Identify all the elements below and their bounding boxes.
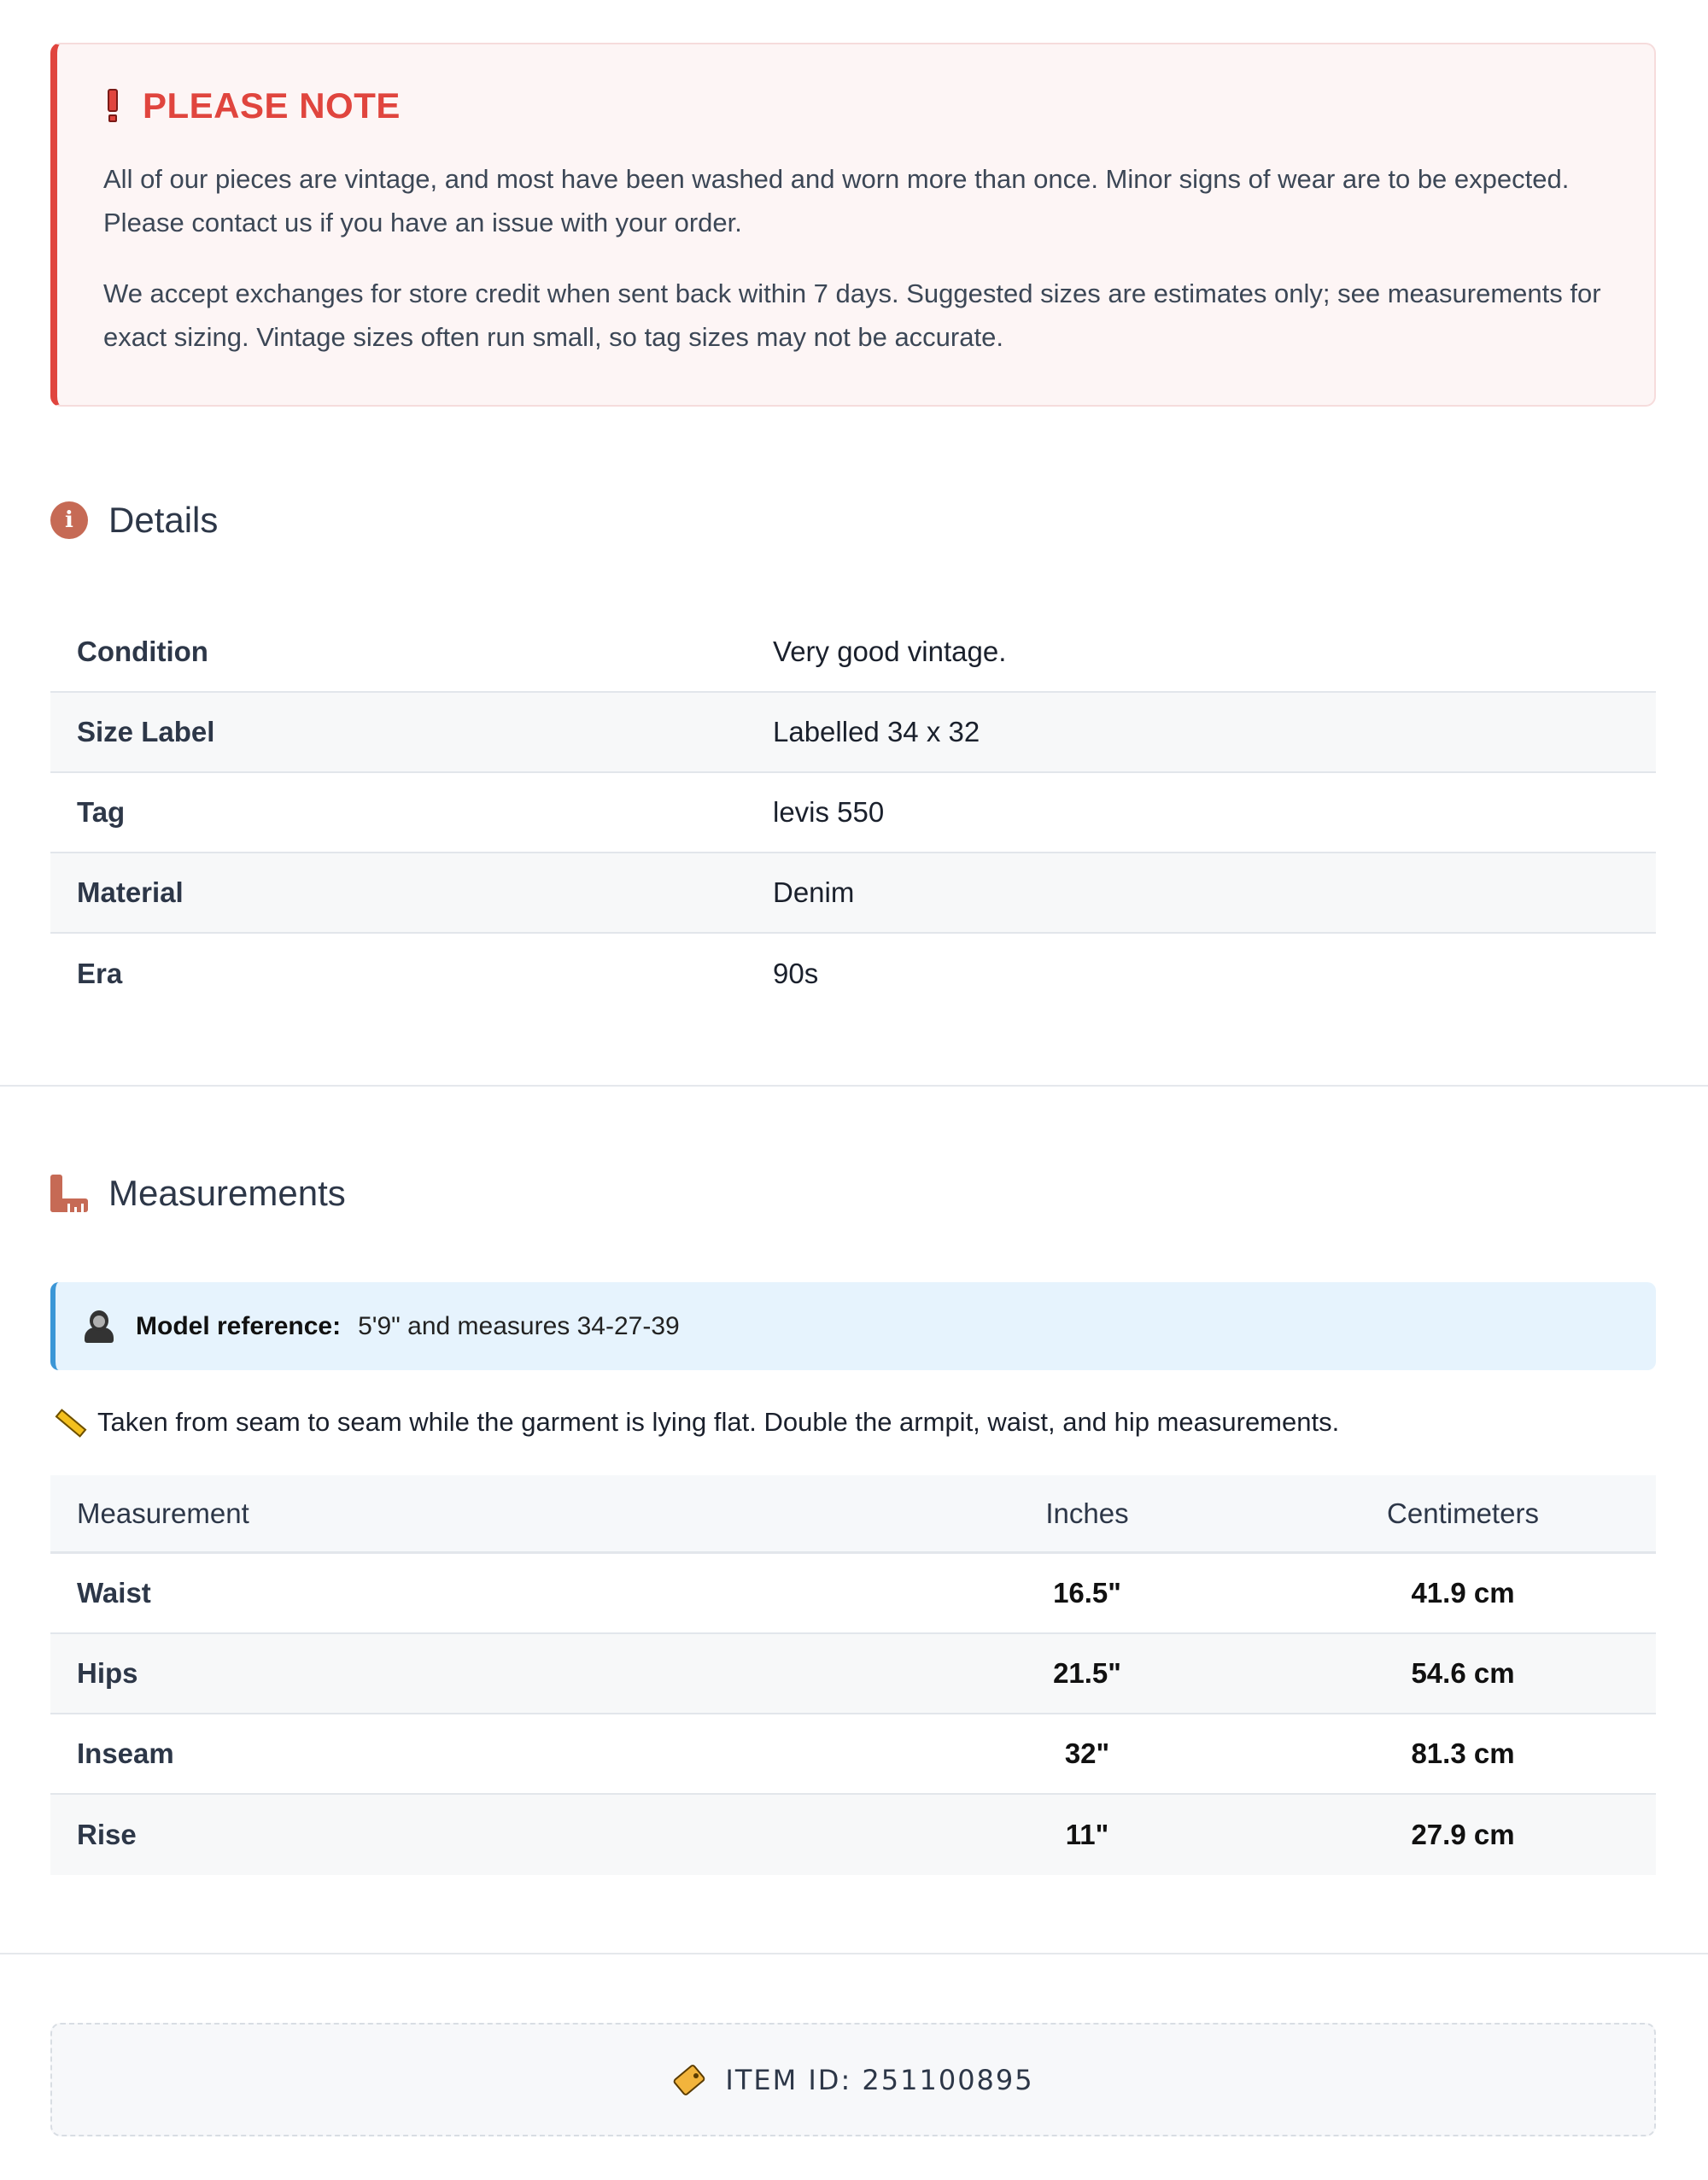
measurement-inches: 21.5" [1053, 1657, 1121, 1689]
pencil-icon [53, 1406, 85, 1439]
tag-icon [672, 2063, 706, 2097]
exclamation-icon [105, 89, 120, 123]
details-value: Labelled 34 x 32 [773, 716, 980, 747]
measurement-name: Waist [77, 1577, 151, 1609]
details-label: Size Label [77, 716, 215, 747]
person-icon [85, 1310, 114, 1343]
measurement-inches: 16.5" [1053, 1577, 1121, 1609]
details-label: Material [77, 876, 184, 908]
measurements-title: Measurements [108, 1173, 346, 1213]
details-label: Condition [77, 636, 208, 667]
column-header: Inches [1045, 1497, 1129, 1529]
details-row [50, 773, 1656, 853]
details-value: levis 550 [773, 796, 885, 828]
table-row [50, 1634, 1656, 1714]
details-label: Tag [77, 796, 126, 828]
measurements-table [50, 1475, 1656, 1875]
notice-header [103, 85, 1608, 126]
details-header [50, 500, 218, 541]
column-header: Centimeters [1387, 1497, 1539, 1529]
notice-title: PLEASE NOTE [143, 85, 401, 126]
details-row [50, 693, 1656, 773]
measurements-header [50, 1173, 346, 1214]
item-id-text: ITEM ID: 251100895 [725, 2063, 1034, 2096]
measuring-note-text: Taken from seam to seam while the garment is lying flat. Double the armpit, waist, and hip measurements. [97, 1407, 1340, 1437]
info-icon: i [50, 501, 88, 539]
measuring-note [53, 1406, 1339, 1439]
model-reference-value: 5'9" and measures 34-27-39 [358, 1311, 680, 1340]
details-table [50, 612, 1656, 1014]
details-row [50, 853, 1656, 934]
table-row [50, 1714, 1656, 1795]
details-row [50, 612, 1656, 693]
details-label: Era [77, 958, 123, 989]
ruler-icon [50, 1175, 88, 1212]
measurement-name: Inseam [77, 1738, 174, 1769]
details-row [50, 934, 1656, 1014]
please-note-box [50, 43, 1656, 407]
measurement-cm: 54.6 cm [1411, 1657, 1515, 1689]
table-row [50, 1795, 1656, 1875]
model-reference-label: Model reference: [136, 1311, 342, 1340]
details-value: Denim [773, 876, 855, 908]
details-value: Very good vintage. [773, 636, 1007, 667]
measurement-cm: 27.9 cm [1411, 1819, 1515, 1850]
measurement-inches: 32" [1064, 1738, 1110, 1769]
item-id-box [50, 2023, 1656, 2136]
column-header: Measurement [77, 1497, 249, 1529]
section-divider [0, 1085, 1708, 1087]
measurement-name: Rise [77, 1819, 137, 1850]
table-row [50, 1554, 1656, 1634]
details-value: 90s [773, 958, 819, 989]
notice-paragraph-2: We accept exchanges for store credit when sent back within 7 days. Suggested sizes are estimates only; see measurements for exact sizing. Vintage sizes often run small, so tag sizes may not be accurate. [103, 278, 1601, 352]
details-title: Details [108, 500, 219, 540]
measurement-inches: 11" [1065, 1819, 1109, 1850]
measurement-cm: 81.3 cm [1411, 1738, 1515, 1769]
table-header-row [50, 1475, 1656, 1554]
notice-paragraph-1: All of our pieces are vintage, and most have been washed and worn more than once. Minor signs of wear are to be expected. Please contact us if you have an issue with your order. [103, 164, 1570, 237]
measurement-cm: 41.9 cm [1411, 1577, 1515, 1609]
model-reference-box [50, 1282, 1656, 1370]
section-divider [0, 1953, 1708, 1954]
measurement-name: Hips [77, 1657, 138, 1689]
